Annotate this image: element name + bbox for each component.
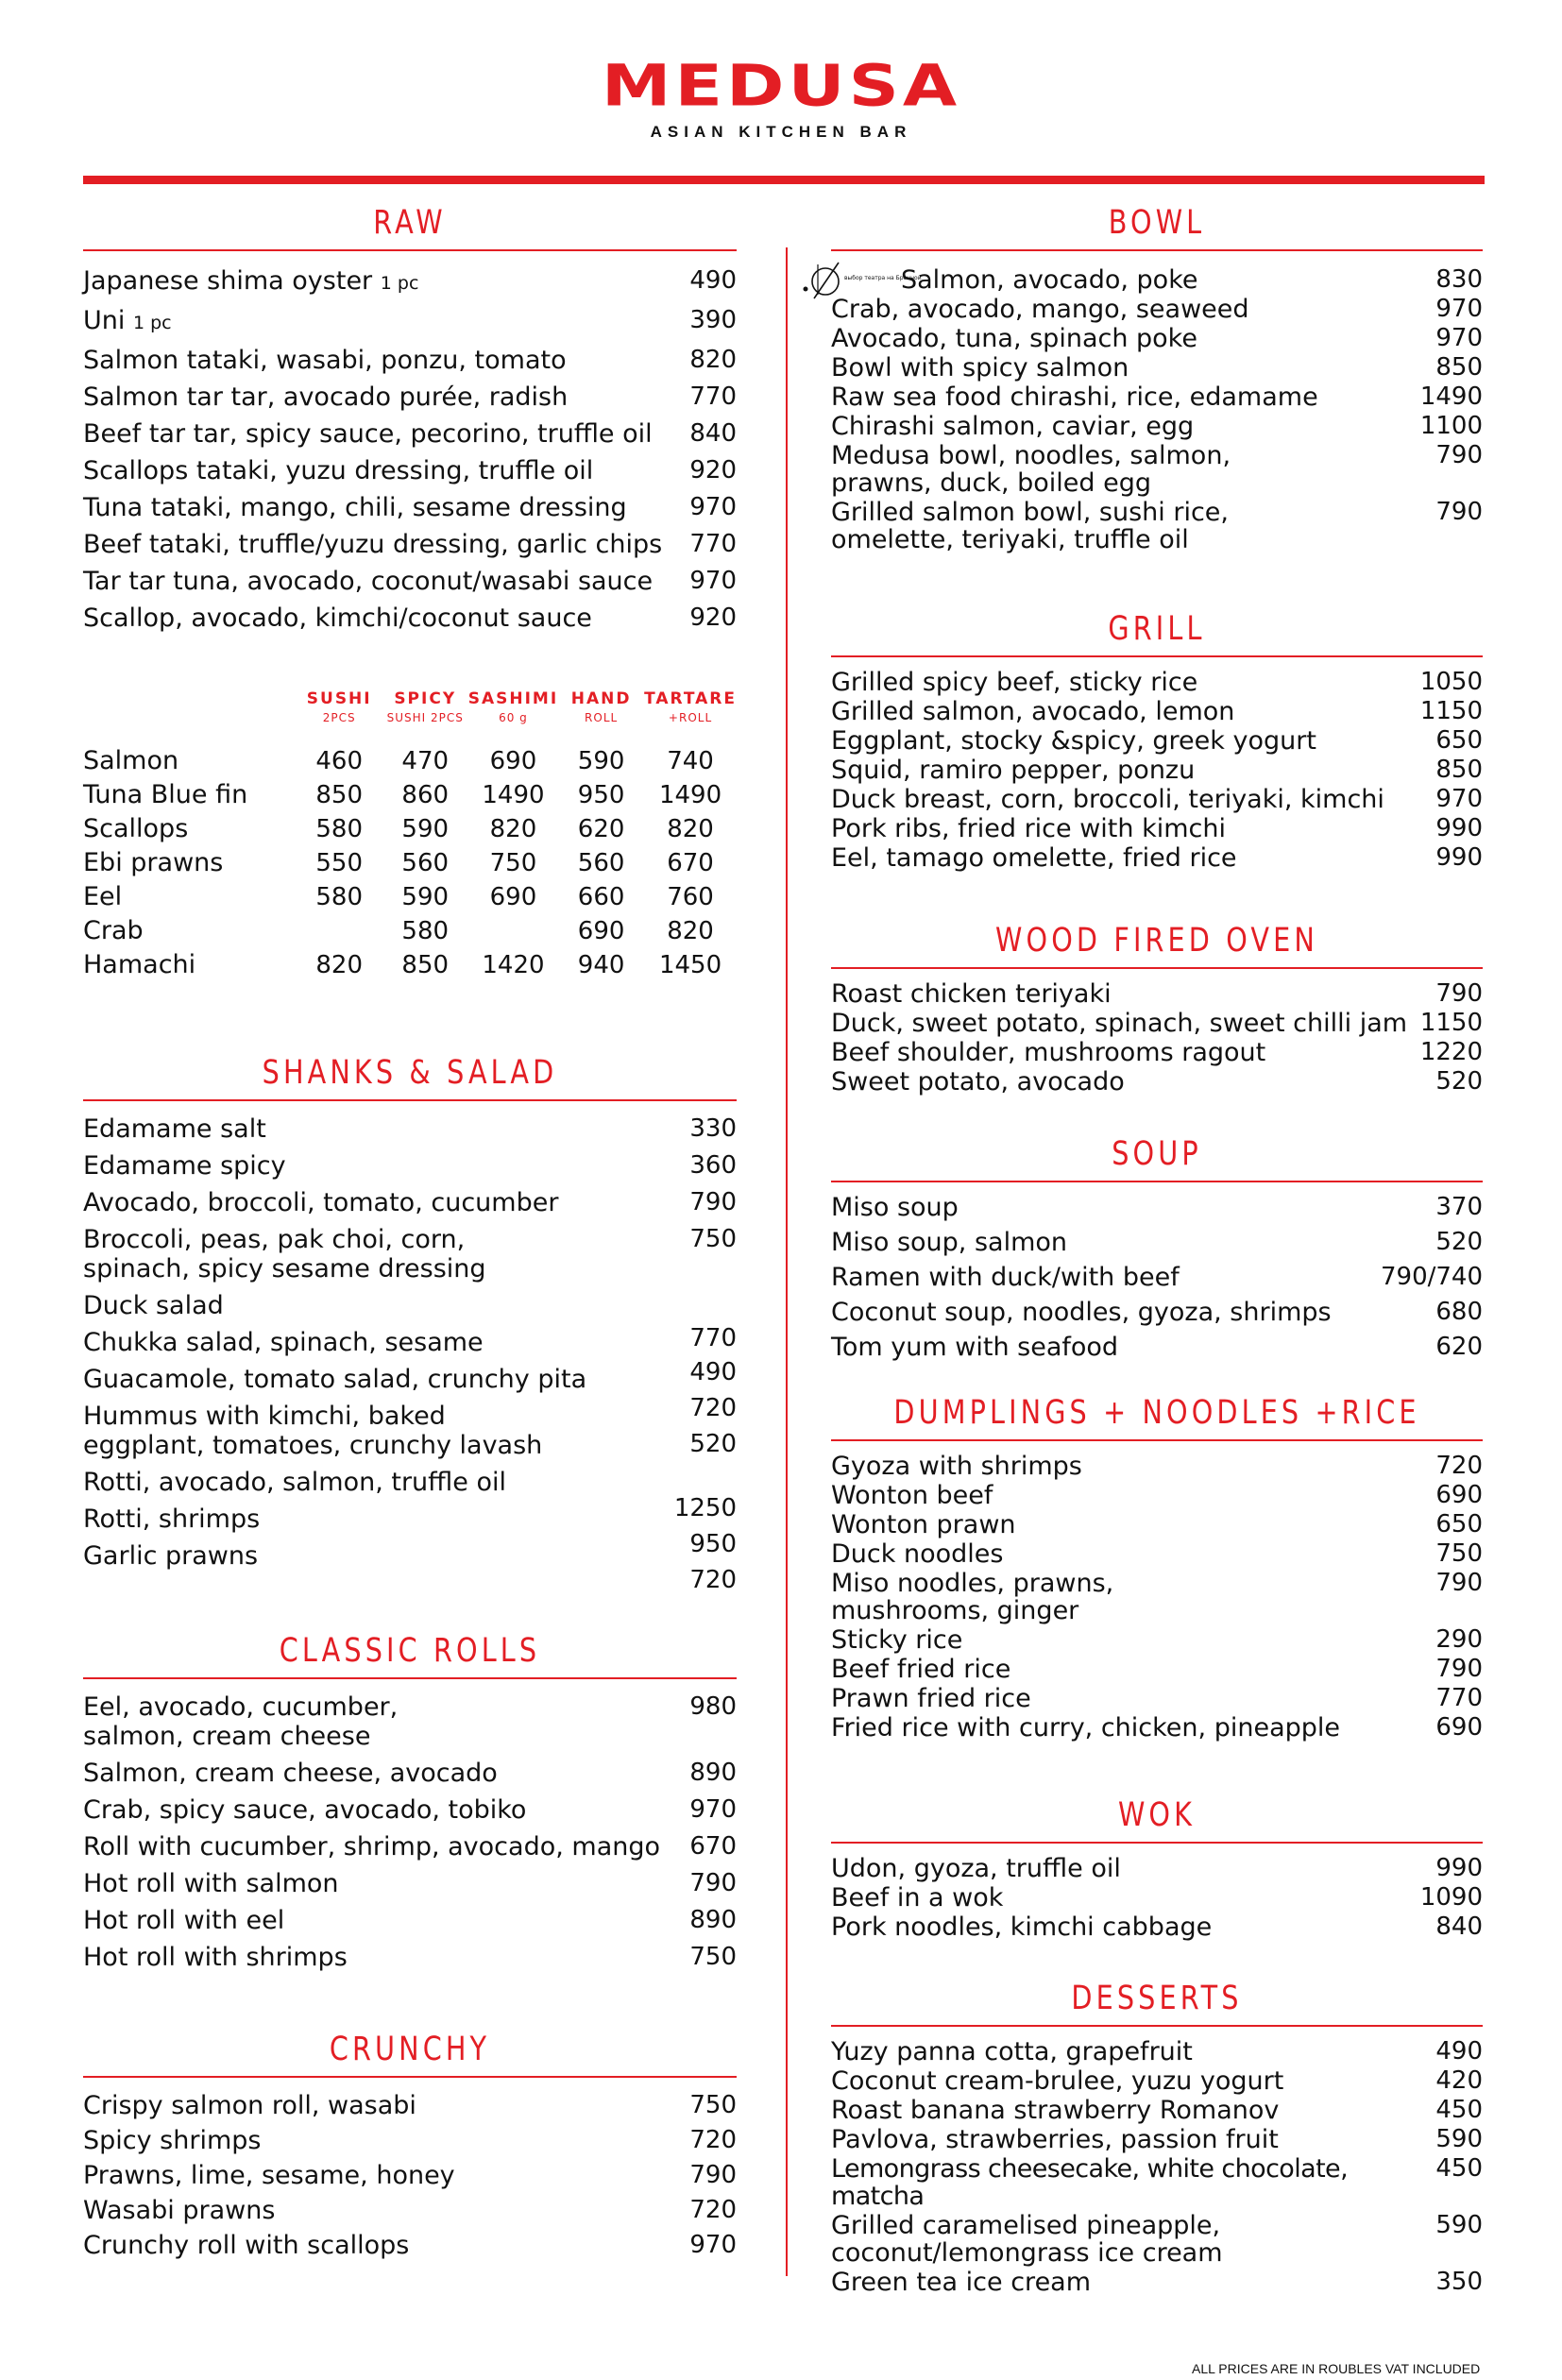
menu-item: Grilled salmon, avocado, lemon 1150	[831, 697, 1483, 726]
menu-item: Pavlova, strawberries, passion fruit 590	[831, 2125, 1483, 2154]
section-rule	[83, 2076, 737, 2078]
top-rule	[83, 176, 1485, 184]
section-title: CLASSIC ROLLS	[279, 1632, 541, 1670]
menu-item: Bowl with spicy salmon 850	[831, 353, 1483, 382]
section-rule	[831, 1181, 1483, 1182]
menu-item: Hot roll with eel 890	[83, 1906, 737, 1935]
menu-item: Hot roll with shrimps 750	[83, 1943, 737, 1972]
section-title: DUMPLINGS + NOODLES +RICE	[893, 1394, 1420, 1432]
menu-item: Beef fried rice 790	[831, 1655, 1483, 1684]
menu-item: Grilled spicy beef, sticky rice 1050	[831, 668, 1483, 697]
section-title: SOUP	[1112, 1135, 1202, 1173]
menu-item: Eel, avocado, cucumber, salmon, cream cheese 980	[83, 1692, 737, 1751]
menu-item: Beef in a wok 1090	[831, 1883, 1483, 1912]
menu-item: Beef tar tar, spicy sauce, pecorino, truffle oil 840	[83, 419, 737, 449]
theatre-stamp-badge	[803, 261, 922, 298]
menu-item: Roll with cucumber, shrimp, avocado, mango 670	[83, 1832, 737, 1862]
menu-item: Medusa bowl, noodles, salmon, prawns, duck, boiled egg 790	[831, 441, 1483, 498]
menu-item-name: Duck salad	[83, 1291, 224, 1320]
menu-item: Green tea ice cream 350	[831, 2268, 1483, 2297]
sushi-table	[83, 689, 737, 982]
section-rule	[83, 1677, 737, 1679]
menu-item: Sweet potato, avocado 520	[831, 1067, 1483, 1096]
menu-item: Roast chicken teriyaki 790	[831, 979, 1483, 1009]
menu-item-price: 790	[689, 1188, 737, 1216]
bowl-list	[831, 266, 1483, 553]
menu-item-price: 720	[689, 1394, 737, 1422]
menu-item: Fried rice with curry, chicken, pineapple 690	[831, 1713, 1483, 1742]
menu-item-name: Garlic prawns	[83, 1541, 259, 1571]
section-title: DESSERTS	[1071, 1980, 1243, 2017]
menu-item: Spicy shrimps 720	[83, 2126, 737, 2155]
table-row: Salmon 460 470 690 590 740	[83, 746, 714, 775]
section-rule	[831, 249, 1483, 251]
shanks-list	[83, 1114, 737, 1643]
section-raw	[83, 198, 737, 640]
wood-fired-list	[831, 980, 1483, 1096]
menu-item-price: 490	[689, 1358, 737, 1386]
menu-item: Udon, gyoza, truffle oil 990	[831, 1854, 1483, 1883]
menu-item: Chirashi salmon, caviar, egg 1100	[831, 412, 1483, 441]
section-title: CRUNCHY	[329, 2031, 491, 2068]
table-row: Scallops 580 590 820 620 820	[83, 814, 714, 843]
dumplings-list	[831, 1453, 1483, 1742]
section-wood-fired-oven	[831, 916, 1483, 1097]
menu-item: Uni 1 pc 390	[83, 306, 737, 335]
column-header: SASHIMI 60 g	[467, 689, 559, 724]
tagline: ASIAN KITCHEN BAR	[650, 123, 912, 141]
section-title: WOK	[1117, 1796, 1197, 1834]
menu-item: Salmon tataki, wasabi, ponzu, tomato 820	[83, 346, 737, 375]
menu-item: Beef shoulder, mushrooms ragout 1220	[831, 1038, 1483, 1067]
svg-text:выбор театра на Бронной: выбор театра на Бронной	[844, 275, 922, 281]
menu-item: Prawn fried rice 770	[831, 1684, 1483, 1713]
section-rule	[831, 967, 1483, 969]
menu-item: Crispy salmon roll, wasabi 750	[83, 2091, 737, 2120]
menu-item: Tom yum with seafood 620	[831, 1333, 1483, 1362]
menu-item: Pork ribs, fried rice with kimchi 990	[831, 814, 1483, 843]
menu-item: Pork noodles, kimchi cabbage 840	[831, 1912, 1483, 1942]
menu-item-name: Edamame salt	[83, 1114, 266, 1144]
menu-item-price: 950	[689, 1530, 737, 1558]
menu-item: Beef tataki, truffle/yuzu dressing, garlic chips 770	[83, 530, 737, 559]
menu-item: Duck, sweet potato, spinach, sweet chilli jam 1150	[831, 1009, 1483, 1038]
menu-item: Yuzy panna cotta, grapefruit 490	[831, 2037, 1483, 2066]
table-row: Eel 580 590 690 660 760	[83, 882, 714, 911]
menu-item-price: 330	[689, 1114, 737, 1143]
column-header: SPICY SUSHI 2PCS	[386, 689, 464, 724]
menu-item: Crunchy roll with scallops 970	[83, 2231, 737, 2260]
grill-list	[831, 669, 1483, 872]
menu-item: Gyoza with shrimps 720	[831, 1452, 1483, 1481]
menu-item: Prawns, lime, sesame, honey 790	[83, 2161, 737, 2190]
column-divider	[786, 247, 788, 2276]
menu-item: Roast banana strawberry Romanov 450	[831, 2096, 1483, 2125]
header	[0, 52, 1562, 142]
menu-item-price: 750	[689, 1225, 737, 1253]
menu-item: Wasabi prawns 720	[83, 2196, 737, 2225]
medusa-logo: MEDUSA	[601, 52, 961, 120]
menu-item: Crab, avocado, mango, seaweed 970	[831, 295, 1483, 324]
menu-item: Lemongrass cheesecake, white chocolate, matcha 450	[831, 2154, 1483, 2211]
table-row: Hamachi 820 850 1420 940 1450	[83, 950, 722, 979]
section-rule	[83, 249, 737, 251]
menu-item: Scallops tataki, yuzu dressing, truffle oil 920	[83, 456, 737, 485]
section-title: BOWL	[1108, 204, 1206, 242]
menu-item-name: Broccoli, peas, pak choi, corn, spinach, spicy sesame dressing	[83, 1225, 486, 1284]
menu-item-price: 720	[689, 1566, 737, 1594]
section-grill	[831, 604, 1483, 874]
menu-item: Duck noodles 750	[831, 1539, 1483, 1569]
section-rule	[831, 655, 1483, 657]
desserts-list	[831, 2038, 1483, 2296]
menu-item: Grilled salmon bowl, sushi rice, omelette, teriyaki, truffle oil 790	[831, 498, 1483, 554]
menu-item: Crab, spicy sauce, avocado, tobiko 970	[83, 1795, 737, 1825]
menu-item-price: 360	[689, 1151, 737, 1180]
table-row: Tuna Blue fin 850 860 1490 950 1490	[83, 780, 722, 809]
menu-item-name: Chukka salad, spinach, sesame	[83, 1328, 484, 1357]
menu-item-name: Avocado, broccoli, tomato, cucumber	[83, 1188, 559, 1217]
menu-item: Scallop, avocado, kimchi/coconut sauce 920	[83, 604, 737, 633]
menu-item: Tuna tataki, mango, chili, sesame dressing 970	[83, 493, 737, 522]
menu-item: Salmon tar tar, avocado purée, radish 770	[83, 382, 737, 412]
section-soup	[831, 1130, 1483, 1368]
menu-item-name: Edamame spicy	[83, 1151, 286, 1181]
menu-item: Coconut cream-brulee, yuzu yogurt 420	[831, 2066, 1483, 2096]
menu-item: Tar tar tuna, avocado, coconut/wasabi sauce 970	[83, 567, 737, 596]
section-dumplings-noodles-rice	[831, 1388, 1483, 1743]
soup-list	[831, 1194, 1483, 1361]
menu-item: Eggplant, stocky &spicy, greek yogurt 650	[831, 726, 1483, 756]
menu-item: Miso soup, salmon 520	[831, 1228, 1483, 1257]
column-header: HAND ROLL	[570, 689, 632, 724]
menu-item: Raw sea food chirashi, rice, edamame 1490	[831, 382, 1483, 412]
price-footnote: ALL PRICES ARE IN ROUBLES VAT INCLUDED	[1192, 2361, 1481, 2376]
wok-list	[831, 1855, 1483, 1941]
menu-item: Grilled caramelised pineapple, coconut/lemongrass ice cream 590	[831, 2211, 1483, 2268]
menu-item: Avocado, tuna, spinach poke 970	[831, 324, 1483, 353]
table-row: Ebi prawns 550 560 750 560 670	[83, 848, 714, 877]
shanks-names	[83, 1114, 669, 1578]
menu-item-name: Rotti, shrimps	[83, 1504, 261, 1534]
crunchy-list	[83, 2091, 737, 2260]
column-header: TARTARE +ROLL	[644, 689, 737, 724]
menu-item-name: Hummus with kimchi, baked eggplant, tomatoes, crunchy lavash	[83, 1402, 543, 1460]
section-crunchy	[83, 2025, 737, 2266]
menu-item: Squid, ramiro pepper, ponzu 850	[831, 756, 1483, 785]
section-title: WOOD FIRED OVEN	[995, 922, 1318, 960]
section-rule	[831, 2025, 1483, 2027]
stamp-icon	[803, 261, 922, 302]
section-title: SHANKS & SALAD	[262, 1054, 558, 1092]
menu-item: Ramen with duck/with beef 790/740	[831, 1263, 1483, 1292]
menu-item: Miso noodles, prawns, mushrooms, ginger 790	[831, 1569, 1483, 1625]
menu-item: выбор театра на Бронной Salmon, avocado, poke 830	[831, 266, 1483, 294]
menu-item-name: Guacamole, tomato salad, crunchy pita	[83, 1365, 587, 1394]
section-classic-rolls	[83, 1626, 737, 1980]
menu-item: Eel, tamago omelette, fried rice 990	[831, 843, 1483, 873]
section-rule	[83, 1099, 737, 1101]
menu-item: Wonton beef 690	[831, 1481, 1483, 1510]
section-bowl	[831, 198, 1483, 555]
menu-item-price: 520	[689, 1430, 737, 1458]
menu-item-name: Rotti, avocado, salmon, truffle oil	[83, 1468, 506, 1497]
classic-rolls-list	[83, 1692, 737, 1972]
menu-item: Salmon, cream cheese, avocado 890	[83, 1759, 737, 1788]
section-rule	[831, 1439, 1483, 1441]
section-wok	[831, 1791, 1483, 1943]
menu-item: Wonton prawn 650	[831, 1510, 1483, 1539]
menu-item: Hot roll with salmon 790	[83, 1869, 737, 1898]
section-shanks-salad	[83, 1048, 737, 1643]
menu-item: Sticky rice 290	[831, 1625, 1483, 1655]
menu-item-price: 770	[689, 1324, 737, 1352]
menu-item: Duck breast, corn, broccoli, teriyaki, kimchi 970	[831, 785, 1483, 814]
menu-item: Miso soup 370	[831, 1193, 1483, 1222]
table-row: Crab 580 690 820	[83, 916, 714, 945]
menu-item-price: 1250	[673, 1494, 737, 1522]
section-title: RAW	[373, 204, 447, 242]
column-header: SUSHI 2PCS	[306, 689, 372, 724]
raw-list	[83, 266, 737, 633]
menu-item: Japanese shima oyster 1 pc 490	[83, 266, 737, 296]
section-title: GRILL	[1108, 610, 1206, 648]
section-desserts	[831, 1974, 1483, 2298]
section-rule	[831, 1842, 1483, 1844]
sushi-table-header	[83, 689, 737, 744]
menu-item: Coconut soup, noodles, gyoza, shrimps 680	[831, 1298, 1483, 1327]
